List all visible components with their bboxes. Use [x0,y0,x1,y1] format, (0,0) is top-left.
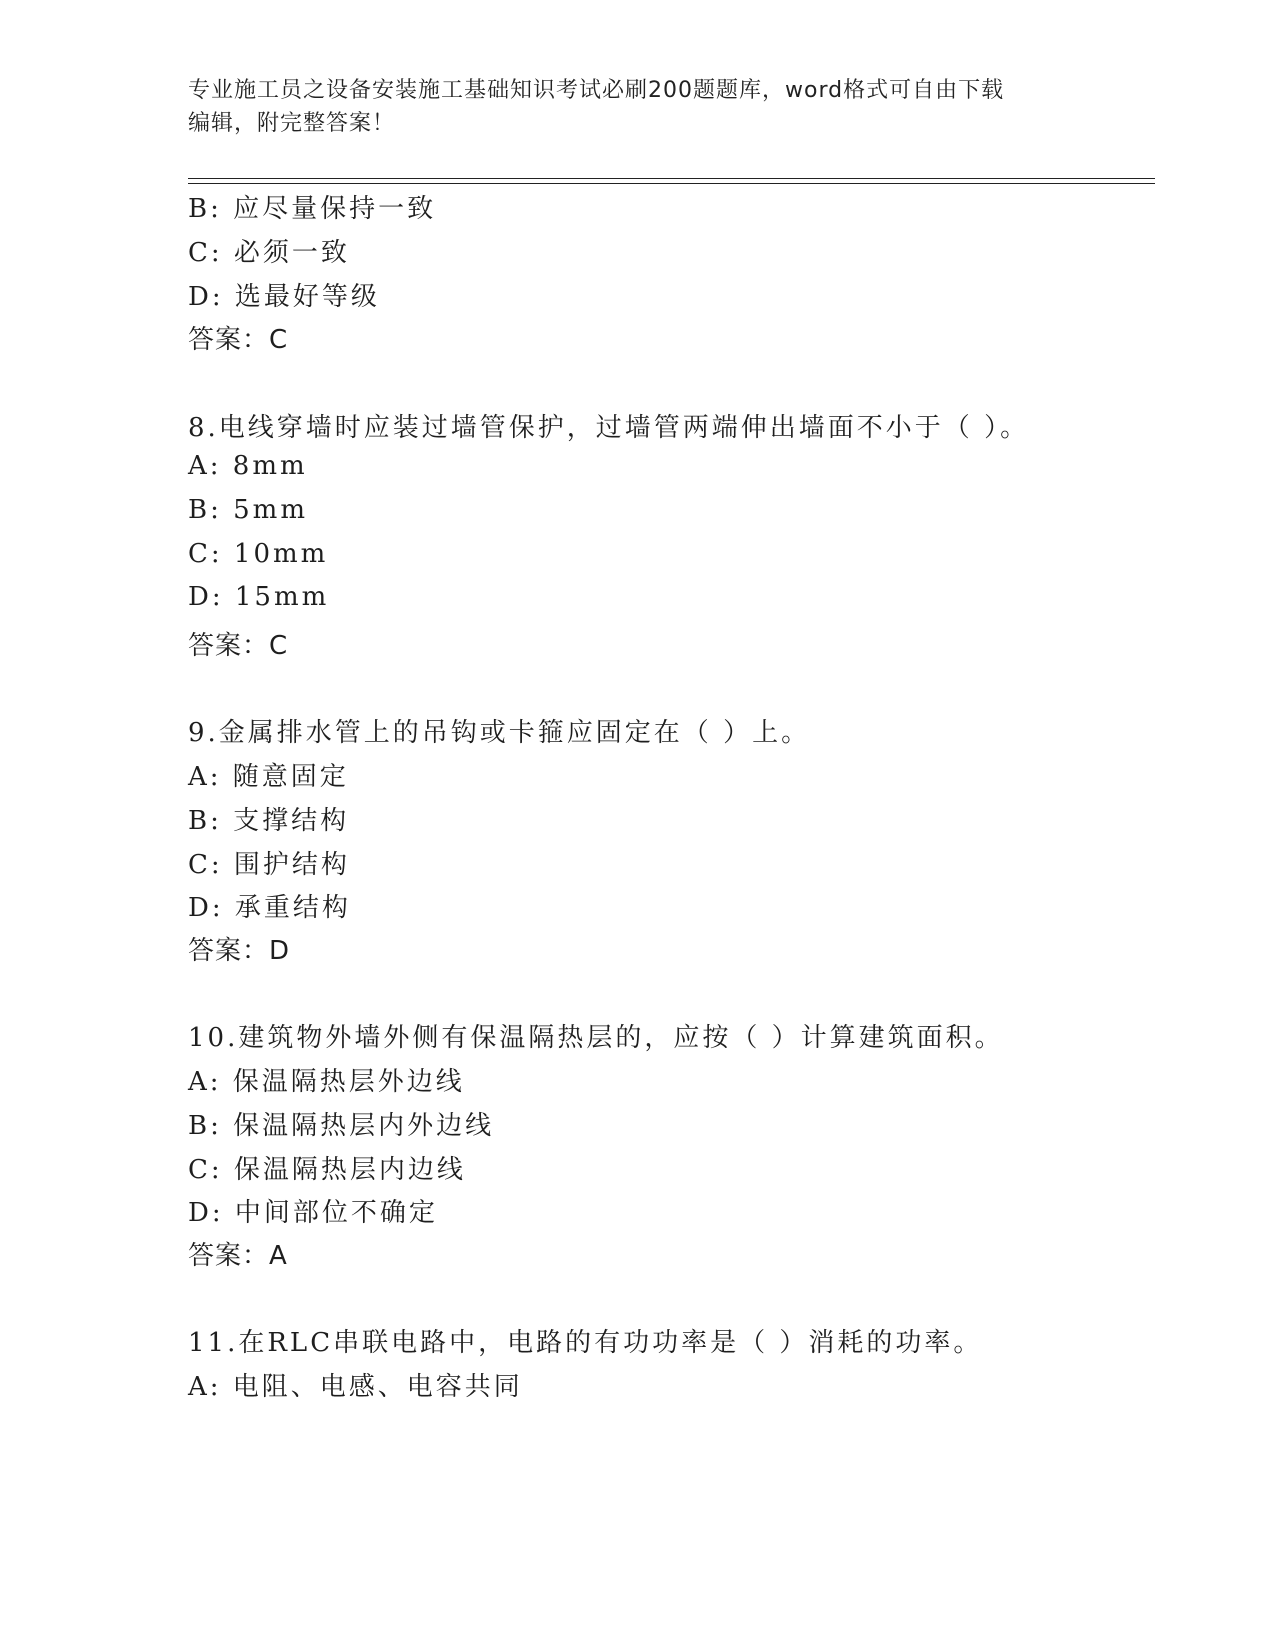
q8-option-d: D: 15mm [188,582,330,612]
q9-option-c: C: 围护结构 [188,850,350,880]
document-header [188,74,1088,140]
q8-option-b: B: 5mm [188,495,308,525]
q7-answer: 答案：C [188,325,289,355]
q10-question: 10.建筑物外墙外侧有保温隔热层的，应按（ ）计算建筑面积。 [188,1023,1004,1053]
q8-question: 8.电线穿墙时应装过墙管保护，过墙管两端伸出墙面不小于（ ）。 [188,413,1030,443]
q7-option-c: C: 必须一致 [188,238,350,268]
q10-option-b: B: 保温隔热层内外边线 [188,1111,495,1141]
q9-option-d: D: 承重结构 [188,893,351,923]
q8-option-c: C: 10mm [188,539,329,569]
q10-option-c: C: 保温隔热层内边线 [188,1155,466,1185]
q11-question: 11.在RLC串联电路中，电路的有功功率是（ ）消耗的功率。 [188,1328,983,1358]
q10-option-d: D: 中间部位不确定 [188,1198,438,1228]
q8-answer: 答案：C [188,631,289,661]
header-title-line-1: 专业施工员之设备安装施工基础知识考试必刷200题题库，word格式可自由下载 [188,78,1005,103]
q7-option-b: B: 应尽量保持一致 [188,194,437,224]
q9-option-b: B: 支撑结构 [188,806,350,836]
q10-answer: 答案：A [188,1241,288,1271]
q10-option-a: A: 保温隔热层外边线 [188,1067,465,1097]
q9-answer: 答案：D [188,936,291,966]
header-title-line-2: 编辑，附完整答案！ [188,111,396,136]
header-divider-top [188,178,1155,179]
q9-option-a: A: 随意固定 [188,762,349,792]
q11-option-a: A: 电阻、电感、电容共同 [188,1372,523,1402]
q7-option-d: D: 选最好等级 [188,282,380,312]
header-divider-bottom [188,183,1155,184]
q9-question: 9.金属排水管上的吊钩或卡箍应固定在（ ）上。 [188,718,811,748]
q8-option-a: A: 8mm [188,451,308,481]
